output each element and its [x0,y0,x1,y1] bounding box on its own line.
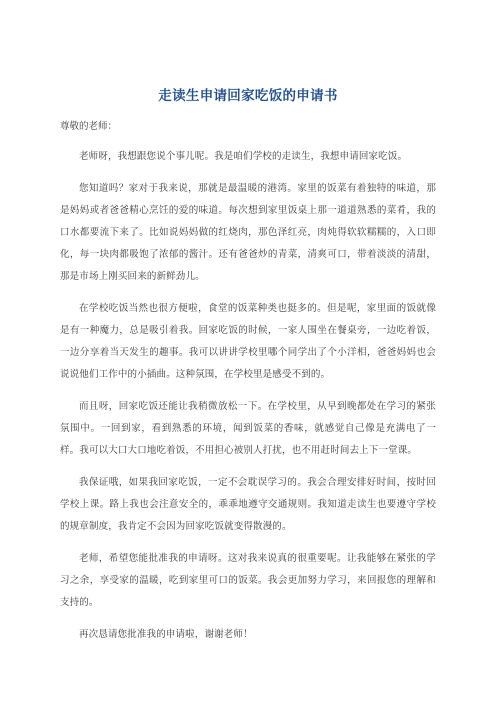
paragraph-4: 而且呀，回家吃饭还能让我稍微放松一下。在学校里，从早到晚都处在学习的紧张氛围中。一回到家，看到熟悉的环境，闻到饭菜的香味，就感觉自己像是充满电了一样。我可以大口大口地吃着饭，不用担心被别人打扰，也不用赶时间去上下一堂课。 [60,401,436,456]
paragraph-6: 老师，希望您能批准我的申请呀。这对我来说真的很重要呢。让我能够在紧张的学习之余，享受家的温暖，吃到家里可口的饭菜。我会更加努力学习，来回报您的理解和支持的。 [60,553,436,608]
paragraph-7: 再次恳请您批准我的申请啦，谢谢老师！ [79,629,253,640]
paragraph-3: 在学校吃饭当然也很方便啦，食堂的饭菜种类也挺多的。但是呢，家里面的饭就像是有一种魔力，总是吸引着我。回家吃饭的时候，一家人围坐在餐桌旁，一边吃着饭，一边分享着当天发生的趣事。我可以讲讲学校里哪个同学出了个小洋相，爸爸妈妈也会说说他们工作中的小插曲。这种氛围，在学校里是感受不到的。 [60,303,436,380]
greeting: 尊敬的老师： [60,121,118,132]
paragraph-2: 您知道吗？家对于我来说，那就是最温暖的港湾。家里的饭菜有着独特的味道，那是妈妈或者爸爸精心烹饪的爱的味道。每次想到家里饭桌上那一道道熟悉的菜肴，我的口水都要流下来了。比如说妈妈做的红烧肉，那色泽红亮，肉炖得软软糯糯的，入口即化，每一块肉都吸饱了浓郁的酱汁。还有爸爸炒的青菜，清爽可口，带着淡淡的清甜，那是市场上刚买回来的新鲜劲儿。 [60,183,436,282]
paragraph-5: 我保证哦，如果我回家吃饭，一定不会耽误学习的。我会合理安排好时间，按时回学校上课。路上我也会注意安全的，乖乖地遵守交通规则。我知道走读生也要遵守学校的规章制度，我肯定不会因为回家吃饭就变得散漫的。 [60,477,436,532]
paragraph-1: 老师呀，我想跟您说个事儿呢。我是咱们学校的走读生，我想申请回家吃饭。 [79,151,408,162]
document-title: 走读生申请回家吃饭的申请书 [158,88,338,104]
